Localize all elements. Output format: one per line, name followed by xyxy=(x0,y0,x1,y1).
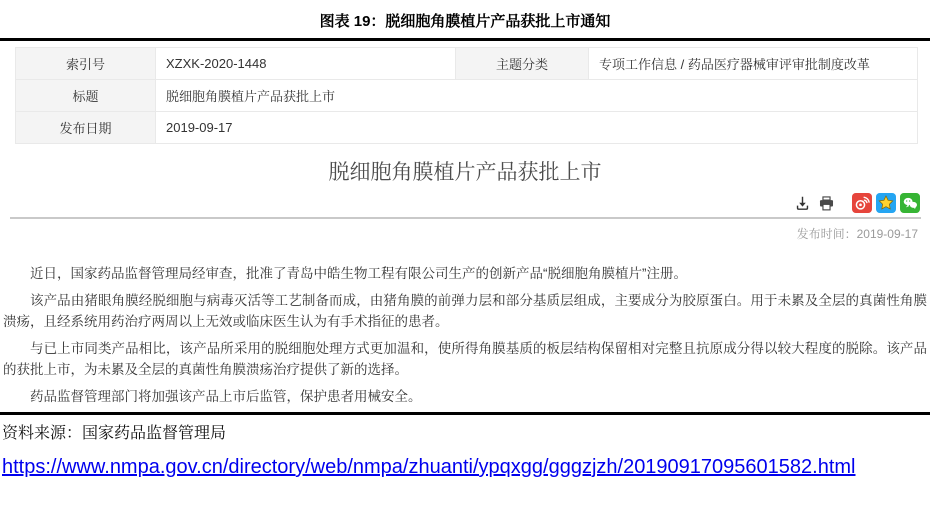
publish-time: 发布时间：2019-09-17 xyxy=(796,227,918,241)
figure-caption: 图表 19：脱细胞角膜植片产品获批上市通知 xyxy=(319,13,611,30)
paragraph: 药品监督管理部门将加强该产品上市后监管，保护患者用械安全。 xyxy=(30,388,422,404)
top-rule xyxy=(0,38,930,41)
print-icon[interactable] xyxy=(816,193,836,213)
date-value: 2019-09-17 xyxy=(156,112,918,144)
category-label: 主题分类 xyxy=(456,48,589,80)
table-row xyxy=(16,80,918,112)
table-row xyxy=(16,112,918,144)
paragraph: 近日，国家药品监督管理局经审查，批准了青岛中皓生物工程有限公司生产的创新产品“脱细胞角膜植片”注册。 xyxy=(30,266,687,281)
wechat-share-icon[interactable] xyxy=(900,193,920,213)
toolbar-divider xyxy=(10,217,921,219)
source-url-link[interactable]: https://www.nmpa.gov.cn/directory/web/nmpa/zhuanti/ypqxgg/gggzjzh/20190917095601582.html xyxy=(2,456,856,478)
qzone-share-icon[interactable] xyxy=(876,193,896,213)
title-label: 标题 xyxy=(16,80,156,112)
notice-info-table xyxy=(15,47,918,144)
weibo-share-icon[interactable] xyxy=(852,193,872,213)
index-label: 索引号 xyxy=(16,48,156,80)
bottom-rule xyxy=(0,412,930,415)
title-value: 脱细胞角膜植片产品获批上市 xyxy=(156,80,918,112)
source-label: 资料来源：国家药品监督管理局 xyxy=(2,425,227,442)
category-value: 专项工作信息 / 药品医疗器械审评审批制度改革 xyxy=(589,48,918,80)
download-icon[interactable] xyxy=(792,193,812,213)
paragraph: 该产品由猪眼角膜经脱细胞与病毒灭活等工艺制备而成，由猪角膜的前弹力层和部分基质层组成，主要成分为胶原蛋白。用于未累及全层的真菌性角膜溃疡，且经系统用药治疗两周以上无效或临床医生认为有手术指征的患者。 xyxy=(3,292,927,329)
share-toolbar xyxy=(0,193,920,213)
notice-title: 脱细胞角膜植片产品获批上市 xyxy=(328,161,602,184)
date-label: 发布日期 xyxy=(16,112,156,144)
index-value: XZXK-2020-1448 xyxy=(156,48,456,80)
notice-body xyxy=(0,263,930,407)
paragraph: 与已上市同类产品相比，该产品所采用的脱细胞处理方式更加温和，使所得角膜基质的板层结构保留相对完整且抗原成分得以较大程度的脱除。该产品的获批上市，为未累及全层的真菌性角膜溃疡治疗提供了新的选择。 xyxy=(3,340,927,377)
table-row xyxy=(16,48,918,80)
